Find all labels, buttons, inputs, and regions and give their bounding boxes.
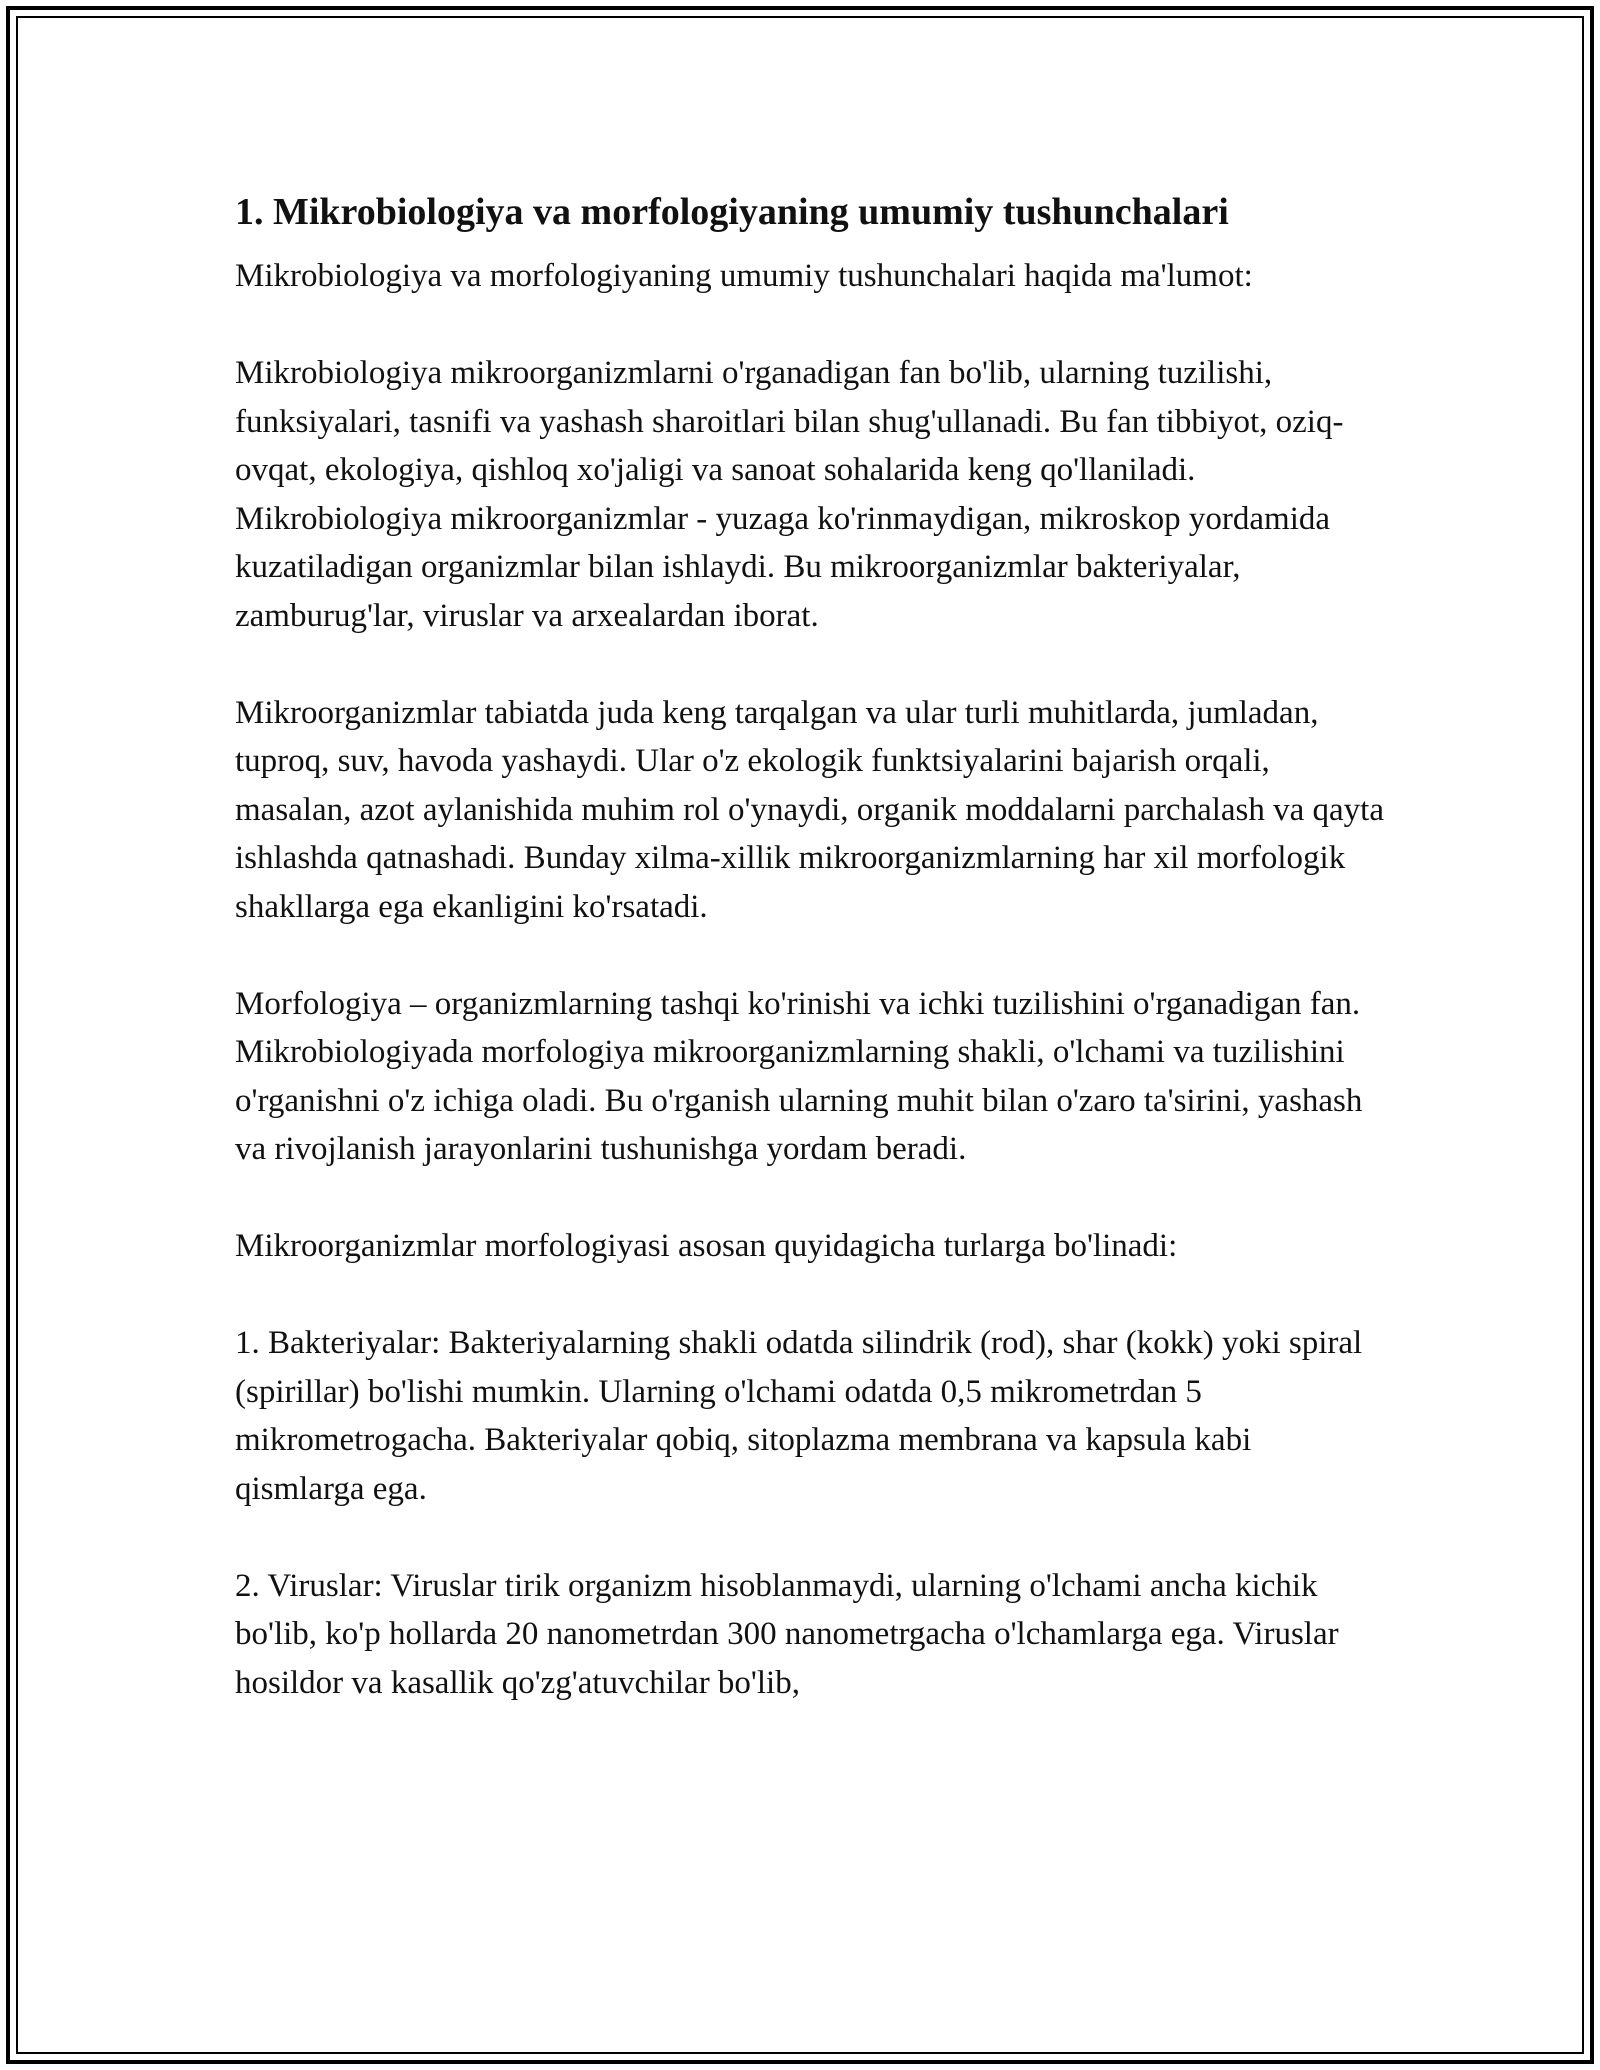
paragraph-morphology-types-intro: Mikroorganizmlar morfologiyasi asosan quyidagicha turlarga bo'linadi: bbox=[235, 1228, 1178, 1264]
paragraph-morphology-definition: Morfologiya – organizmlarning tashqi ko'rinishi va ichki tuzilishini o'rganadigan fan. Mikrobiologiyada morfologiya mikroorganizmlarning shakli, o'lchami va tuzilishini o'rganishni o'z ichiga oladi. Bu o'rganish ularning muhit bilan o'zaro ta'sirini, yashash va rivojlanish jarayonlarini tushunishga yordam beradi. bbox=[235, 985, 1363, 1167]
intro-paragraph: Mikrobiologiya va morfologiyaning umumiy tushunchalari haqida ma'lumot: bbox=[235, 258, 1253, 294]
document-body bbox=[235, 186, 1385, 1756]
document-title: 1. Mikrobiologiya va morfologiyaning umumiy tushunchalari bbox=[235, 191, 1229, 233]
list-item-viruses: 2. Viruslar: Viruslar tirik organizm hisoblanmaydi, ularning o'lchami ancha kichik bo'lib, ko'p hollarda 20 nanometrdan 300 nanometrgacha o'lchamlarga ega. Viruslar hosildor va kasallik qo'zg'atuvchilar bo'lib, bbox=[235, 1567, 1339, 1701]
paragraph-microorganisms-habitat: Mikroorganizmlar tabiatda juda keng tarqalgan va ular turli muhitlarda, jumladan, tuproq, suv, havoda yashaydi. Ular o'z ekologik funktsiyalarini bajarish orqali, masalan, azot aylanishida muhim rol o'ynaydi, organik moddalarni parchalash va qayta ishlashda qatnashadi. Bunday xilma-xillik mikroorganizmlarning har xil morfologik shakllarga ega ekanligini ko'rsatadi. bbox=[235, 694, 1384, 925]
list-item-bacteria: 1. Bakteriyalar: Bakteriyalarning shakli odatda silindrik (rod), shar (kokk) yoki spiral (spirillar) bo'lishi mumkin. Ularning o'lchami odatda 0,5 mikrometrdan 5 mikrometrogacha. Bakteriyalar qobiq, sitoplazma membrana va kapsula kabi qismlarga ega. bbox=[235, 1325, 1363, 1507]
paragraph-microbiology-definition: Mikrobiologiya mikroorganizmlarni o'rganadigan fan bo'lib, ularning tuzilishi, funksiyalari, tasnifi va yashash sharoitlari bilan shug'ullanadi. Bu fan tibbiyot, oziq-ovqat, ekologiya, qishloq xo'jaligi va sanoat sohalarida keng qo'llaniladi. Mikrobiologiya mikroorganizmlar - yuzaga ko'rinmaydigan, mikroskop yordamida kuzatiladigan organizmlar bilan ishlaydi. Bu mikroorganizmlar bakteriyalar, zamburug'lar, viruslar va arxealardan iborat. bbox=[235, 355, 1344, 634]
